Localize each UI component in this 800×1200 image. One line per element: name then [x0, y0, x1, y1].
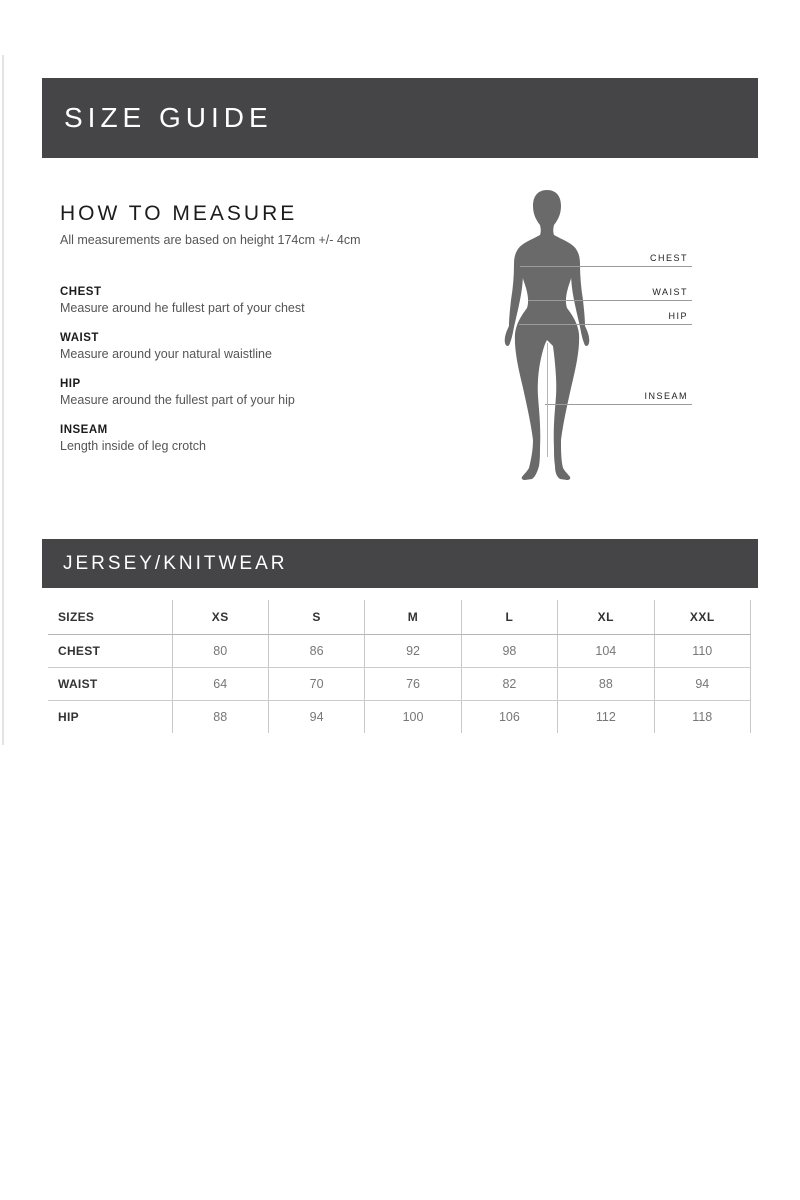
measurement-term: INSEAM [60, 424, 108, 436]
measurement-term: CHEST [60, 286, 102, 298]
size-guide-header-bar [42, 78, 758, 158]
measurement-term: HIP [60, 378, 81, 390]
table-row-chest [48, 634, 751, 667]
table-cell: 70 [268, 667, 364, 700]
measurement-definitions [60, 286, 440, 470]
table-cell: 94 [268, 700, 364, 733]
column-header-s: S [268, 600, 364, 634]
callout-line-waist [528, 300, 692, 301]
page-title: SIZE GUIDE [64, 102, 273, 133]
measurement-item-waist [60, 332, 440, 361]
table-cell: 100 [365, 700, 461, 733]
column-header-xs: XS [172, 600, 268, 634]
measurement-desc: Length inside of leg crotch [60, 439, 206, 453]
measurement-desc: Measure around the fullest part of your hip [60, 393, 295, 407]
table-cell: 104 [558, 634, 654, 667]
table-cell: 94 [654, 667, 750, 700]
table-cell: 112 [558, 700, 654, 733]
table-cell: 110 [654, 634, 750, 667]
table-cell: 76 [365, 667, 461, 700]
row-header: WAIST [48, 667, 172, 700]
measurement-item-chest [60, 286, 440, 315]
column-header-xl: XL [558, 600, 654, 634]
table-cell: 88 [172, 700, 268, 733]
column-header-l: L [461, 600, 557, 634]
table-cell: 80 [172, 634, 268, 667]
table-cell: 106 [461, 700, 557, 733]
callout-label-waist: WAIST [652, 287, 688, 297]
table-cell: 92 [365, 634, 461, 667]
how-to-measure-section [60, 202, 460, 247]
callout-label-inseam: INSEAM [644, 391, 688, 401]
table-cell: 98 [461, 634, 557, 667]
measurement-item-hip [60, 378, 440, 407]
table-cell: 64 [172, 667, 268, 700]
section-title: JERSEY/KNITWEAR [63, 552, 288, 574]
column-header-m: M [365, 600, 461, 634]
measurement-term: WAIST [60, 332, 99, 344]
inseam-vertical-line [547, 343, 548, 457]
how-to-measure-title: HOW TO MEASURE [60, 202, 298, 225]
table-cell: 88 [558, 667, 654, 700]
column-header-xxl: XXL [654, 600, 750, 634]
table-cell: 86 [268, 634, 364, 667]
size-table [48, 600, 751, 733]
row-header: CHEST [48, 634, 172, 667]
page-edge-line [2, 55, 4, 745]
size-table-header-row [48, 600, 751, 634]
row-header: HIP [48, 700, 172, 733]
callout-line-inseam [545, 404, 692, 405]
measurement-item-inseam [60, 424, 440, 453]
measurement-desc: Measure around he fullest part of your chest [60, 301, 305, 315]
table-row-waist [48, 667, 751, 700]
callout-label-chest: CHEST [649, 253, 688, 263]
table-row-hip [48, 700, 751, 733]
callout-line-chest [520, 266, 692, 267]
jersey-knitwear-header-bar [42, 539, 758, 588]
how-to-measure-subtitle: All measurements are based on height 174cm +/- 4cm [60, 233, 361, 247]
measurement-desc: Measure around your natural waistline [60, 347, 272, 361]
column-header-sizes: SIZES [48, 600, 172, 634]
callout-label-hip: HIP [668, 311, 688, 321]
table-cell: 82 [461, 667, 557, 700]
callout-line-hip [519, 324, 692, 325]
table-cell: 118 [654, 700, 750, 733]
